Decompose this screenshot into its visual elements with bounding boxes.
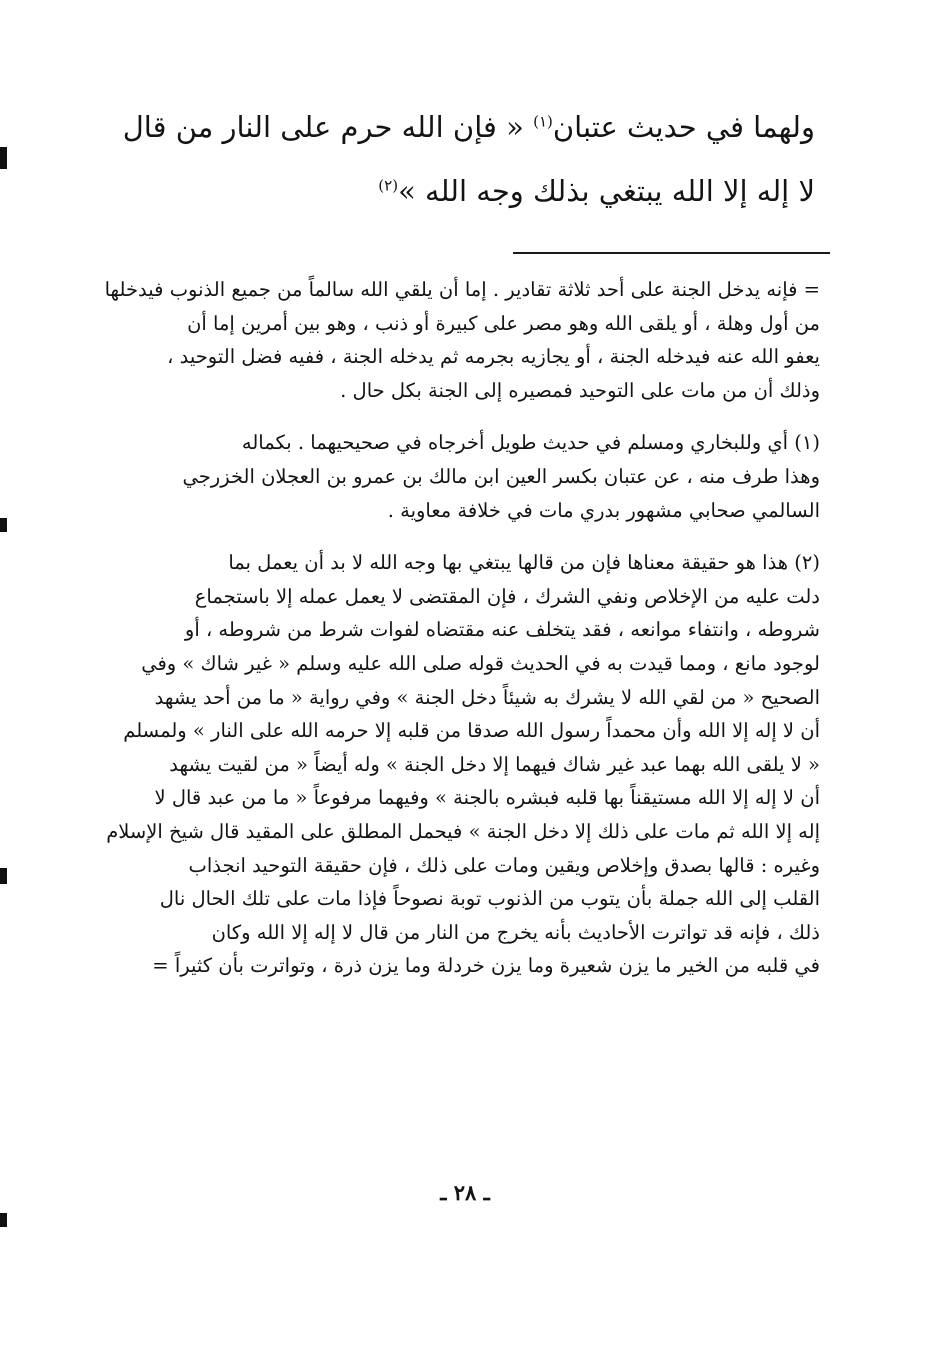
main-text-segment: « فإن الله حرم على النار من قال — [122, 110, 534, 144]
footnote-2 — [100, 546, 820, 983]
note-line: (٢) هذا هو حقيقة معناها فإن من قالها يبتغي بها وجه الله لا بد أن يعمل بما — [228, 551, 820, 575]
note-line: في قلبه من الخير ما يزن شعيرة وما يزن خردلة وما يزن ذرة ، وتواترت بأن كثيراً = — [152, 954, 820, 978]
note-line: وهذا طرف منه ، عن عتبان بكسر العين ابن مالك بن عمرو بن العجلان الخزرجي — [182, 464, 820, 488]
scan-edge-mark — [0, 147, 7, 169]
note-line: من أول وهلة ، أو يلقى الله وهو مصر على كبيرة أو ذنب ، وهو بين أمرين إما أن — [187, 311, 820, 335]
note-line: وغيره : قالها بصدق وإخلاص ويقين ومات على ذلك ، فإن حقيقة التوحيد انجذاب — [188, 853, 820, 877]
note-line: ذلك ، فإنه قد تواترت الأحاديث بأنه يخرج من النار من قال لا إله إلا الله وكان — [211, 920, 820, 944]
note-line: لوجود مانع ، ومما قيدت به في الحديث قوله صلى الله عليه وسلم « غير شاك » وفي — [141, 651, 820, 675]
note-line: القلب إلى الله جملة بأن يتوب من الذنوب توبة نصوحاً فإذا مات على تلك الحال نال — [159, 887, 820, 911]
footnote-ref: (١) — [533, 112, 553, 131]
note-line: شروطه ، وانتفاء موانعه ، فقد يتخلف عنه مقتضاه لفوات شرط من شروطه ، أو — [184, 618, 820, 642]
note-line: السالمي صحابي مشهور بدري مات في خلافة معاوية . — [387, 498, 820, 522]
note-line: (١) أي وللبخاري ومسلم في حديث طويل أخرجاه في صحيحيهما . بكماله — [241, 431, 820, 455]
main-text-segment: ولهما في حديث عتبان — [552, 110, 815, 144]
footnote-separator — [513, 252, 830, 254]
note-line: يعفو الله عنه فيدخله الجنة ، أو يجازيه بجرمه ثم يدخله الجنة ، ففيه فضل التوحيد ، — [167, 345, 820, 369]
note-line: دلت عليه من الإخلاص ونفي الشرك ، فإن المقتضى لا يعمل عمله إلا باستجماع — [194, 584, 820, 608]
note-line: الصحيح « من لقي الله لا يشرك به شيئاً دخل الجنة » وفي رواية « ما من أحد يشهد — [154, 685, 820, 709]
scan-edge-mark — [0, 1213, 7, 1227]
scan-edge-mark — [0, 518, 7, 532]
continuation-note — [100, 273, 820, 407]
footnotes — [100, 273, 820, 1002]
note-line: = فإنه يدخل الجنة على أحد ثلاثة تقادير . إما أن يلقي الله سالماً من جميع الذنوب فيدخلها — [104, 278, 820, 301]
footnote-ref: (٢) — [378, 176, 399, 195]
page-number: ـ ٢٨ ـ — [440, 1180, 490, 1205]
main-text-line — [95, 159, 815, 223]
scan-edge-mark — [0, 868, 7, 884]
footnote-1 — [100, 426, 820, 527]
main-text-line — [95, 95, 815, 159]
note-line: إله إلا الله ثم مات على ذلك إلا دخل الجنة » فيحمل المطلق على المقيد قال شيخ الإسلام — [106, 819, 820, 843]
note-line: « لا يلقى الله بهما عبد غير شاك فيهما إلا دخل الجنة » وله أيضاً « من لقيت يشهد — [169, 752, 820, 776]
note-line: أن لا إله إلا الله وأن محمداً رسول الله صدقا من قلبه إلا حرمه الله على النار » ولمسلم — [123, 719, 820, 743]
note-line: وذلك أن من مات على التوحيد فمصيره إلى الجنة بكل حال . — [340, 378, 820, 402]
note-line: أن لا إله إلا الله مستيقناً بها قلبه فبشره بالجنة » وفيهما مرفوعاً « ما من عبد قال لا — [154, 786, 820, 810]
main-text-segment: لا إله إلا الله يبتغي بذلك وجه الله » — [398, 174, 815, 208]
main-text — [95, 95, 815, 223]
